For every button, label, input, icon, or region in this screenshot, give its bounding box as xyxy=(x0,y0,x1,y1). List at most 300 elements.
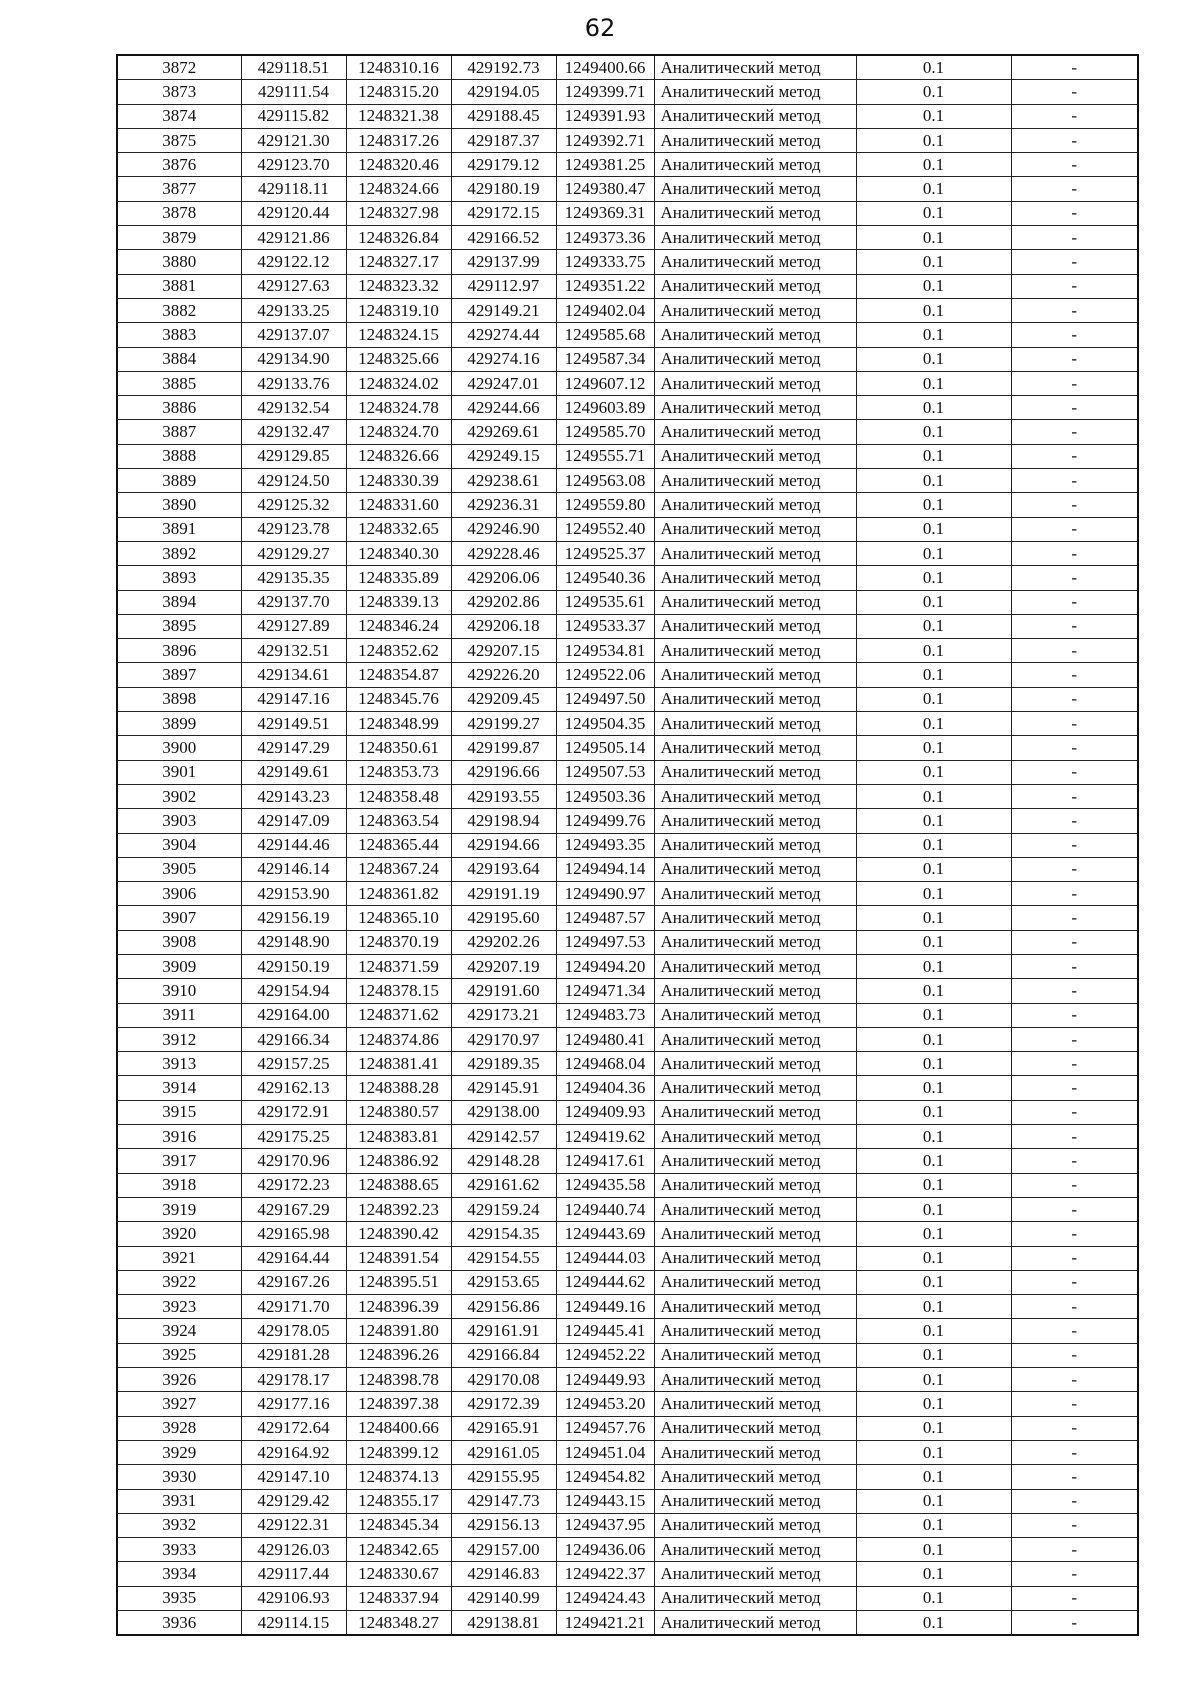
y1-cell: 1248348.27 xyxy=(346,1611,451,1636)
point-number-cell: 3892 xyxy=(117,541,241,565)
y1-cell: 1248353.73 xyxy=(346,760,451,784)
note-cell: - xyxy=(1011,979,1138,1003)
point-number-cell: 3931 xyxy=(117,1489,241,1513)
accuracy-cell: 0.1 xyxy=(856,1538,1011,1562)
method-cell: Аналитический метод xyxy=(654,639,856,663)
point-number-cell: 3882 xyxy=(117,298,241,322)
x1-cell: 429125.32 xyxy=(241,493,346,517)
method-cell: Аналитический метод xyxy=(654,153,856,177)
accuracy-cell: 0.1 xyxy=(856,1343,1011,1367)
point-number-cell: 3907 xyxy=(117,906,241,930)
y2-cell: 1249499.76 xyxy=(556,809,654,833)
note-cell: - xyxy=(1011,760,1138,784)
table-row xyxy=(117,1003,1138,1027)
note-cell: - xyxy=(1011,371,1138,395)
x2-cell: 429246.90 xyxy=(451,517,556,541)
accuracy-cell: 0.1 xyxy=(856,614,1011,638)
x2-cell: 429198.94 xyxy=(451,809,556,833)
table-row xyxy=(117,1295,1138,1319)
accuracy-cell: 0.1 xyxy=(856,80,1011,104)
method-cell: Аналитический метод xyxy=(654,857,856,881)
x2-cell: 429165.91 xyxy=(451,1416,556,1440)
y2-cell: 1249585.68 xyxy=(556,323,654,347)
x2-cell: 429202.86 xyxy=(451,590,556,614)
method-cell: Аналитический метод xyxy=(654,371,856,395)
method-cell: Аналитический метод xyxy=(654,833,856,857)
x1-cell: 429171.70 xyxy=(241,1295,346,1319)
accuracy-cell: 0.1 xyxy=(856,541,1011,565)
table-row xyxy=(117,444,1138,468)
point-number-cell: 3935 xyxy=(117,1586,241,1610)
table-row xyxy=(117,906,1138,930)
y1-cell: 1248396.26 xyxy=(346,1343,451,1367)
method-cell: Аналитический метод xyxy=(654,590,856,614)
y2-cell: 1249449.93 xyxy=(556,1368,654,1392)
accuracy-cell: 0.1 xyxy=(856,1052,1011,1076)
note-cell: - xyxy=(1011,614,1138,638)
table-row xyxy=(117,1270,1138,1294)
y2-cell: 1249453.20 xyxy=(556,1392,654,1416)
y2-cell: 1249585.70 xyxy=(556,420,654,444)
y2-cell: 1249587.34 xyxy=(556,347,654,371)
x2-cell: 429166.84 xyxy=(451,1343,556,1367)
point-number-cell: 3924 xyxy=(117,1319,241,1343)
x2-cell: 429154.35 xyxy=(451,1222,556,1246)
accuracy-cell: 0.1 xyxy=(856,784,1011,808)
note-cell: - xyxy=(1011,444,1138,468)
point-number-cell: 3918 xyxy=(117,1173,241,1197)
accuracy-cell: 0.1 xyxy=(856,226,1011,250)
table-row xyxy=(117,1027,1138,1051)
table-row xyxy=(117,1416,1138,1440)
note-cell: - xyxy=(1011,226,1138,250)
accuracy-cell: 0.1 xyxy=(856,687,1011,711)
x2-cell: 429153.65 xyxy=(451,1270,556,1294)
note-cell: - xyxy=(1011,1246,1138,1270)
x2-cell: 429207.19 xyxy=(451,954,556,978)
y2-cell: 1249471.34 xyxy=(556,979,654,1003)
y1-cell: 1248324.70 xyxy=(346,420,451,444)
y1-cell: 1248310.16 xyxy=(346,55,451,80)
x2-cell: 429138.00 xyxy=(451,1100,556,1124)
note-cell: - xyxy=(1011,1197,1138,1221)
x1-cell: 429164.92 xyxy=(241,1440,346,1464)
x2-cell: 429238.61 xyxy=(451,469,556,493)
method-cell: Аналитический метод xyxy=(654,104,856,128)
point-number-cell: 3898 xyxy=(117,687,241,711)
point-number-cell: 3887 xyxy=(117,420,241,444)
y1-cell: 1248391.54 xyxy=(346,1246,451,1270)
note-cell: - xyxy=(1011,1027,1138,1051)
note-cell: - xyxy=(1011,1270,1138,1294)
y2-cell: 1249369.31 xyxy=(556,201,654,225)
method-cell: Аналитический метод xyxy=(654,1586,856,1610)
table-row xyxy=(117,1392,1138,1416)
x1-cell: 429123.70 xyxy=(241,153,346,177)
y2-cell: 1249507.53 xyxy=(556,760,654,784)
point-number-cell: 3872 xyxy=(117,55,241,80)
point-number-cell: 3915 xyxy=(117,1100,241,1124)
x2-cell: 429161.62 xyxy=(451,1173,556,1197)
x2-cell: 429187.37 xyxy=(451,128,556,152)
x1-cell: 429121.86 xyxy=(241,226,346,250)
note-cell: - xyxy=(1011,1562,1138,1586)
y1-cell: 1248337.94 xyxy=(346,1586,451,1610)
table-row xyxy=(117,250,1138,274)
x2-cell: 429274.44 xyxy=(451,323,556,347)
x2-cell: 429154.55 xyxy=(451,1246,556,1270)
point-number-cell: 3920 xyxy=(117,1222,241,1246)
x1-cell: 429134.90 xyxy=(241,347,346,371)
method-cell: Аналитический метод xyxy=(654,1125,856,1149)
note-cell: - xyxy=(1011,1392,1138,1416)
y2-cell: 1249468.04 xyxy=(556,1052,654,1076)
x1-cell: 429177.16 xyxy=(241,1392,346,1416)
point-number-cell: 3888 xyxy=(117,444,241,468)
table-row xyxy=(117,541,1138,565)
method-cell: Аналитический метод xyxy=(654,954,856,978)
note-cell: - xyxy=(1011,1611,1138,1636)
y1-cell: 1248361.82 xyxy=(346,882,451,906)
note-cell: - xyxy=(1011,517,1138,541)
point-number-cell: 3936 xyxy=(117,1611,241,1636)
x1-cell: 429149.61 xyxy=(241,760,346,784)
x1-cell: 429147.29 xyxy=(241,736,346,760)
method-cell: Аналитический метод xyxy=(654,930,856,954)
accuracy-cell: 0.1 xyxy=(856,1489,1011,1513)
x1-cell: 429114.15 xyxy=(241,1611,346,1636)
method-cell: Аналитический метод xyxy=(654,1440,856,1464)
point-number-cell: 3925 xyxy=(117,1343,241,1367)
x1-cell: 429149.51 xyxy=(241,712,346,736)
x2-cell: 429157.00 xyxy=(451,1538,556,1562)
point-number-cell: 3890 xyxy=(117,493,241,517)
y2-cell: 1249436.06 xyxy=(556,1538,654,1562)
x1-cell: 429118.51 xyxy=(241,55,346,80)
note-cell: - xyxy=(1011,1100,1138,1124)
accuracy-cell: 0.1 xyxy=(856,396,1011,420)
method-cell: Аналитический метод xyxy=(654,80,856,104)
x1-cell: 429137.07 xyxy=(241,323,346,347)
y1-cell: 1248358.48 xyxy=(346,784,451,808)
note-cell: - xyxy=(1011,1513,1138,1537)
method-cell: Аналитический метод xyxy=(654,1489,856,1513)
accuracy-cell: 0.1 xyxy=(856,444,1011,468)
x2-cell: 429249.15 xyxy=(451,444,556,468)
point-number-cell: 3881 xyxy=(117,274,241,298)
table-row xyxy=(117,930,1138,954)
table-row xyxy=(117,1489,1138,1513)
x2-cell: 429148.28 xyxy=(451,1149,556,1173)
y1-cell: 1248319.10 xyxy=(346,298,451,322)
accuracy-cell: 0.1 xyxy=(856,274,1011,298)
method-cell: Аналитический метод xyxy=(654,663,856,687)
x1-cell: 429135.35 xyxy=(241,566,346,590)
y2-cell: 1249404.36 xyxy=(556,1076,654,1100)
y2-cell: 1249437.95 xyxy=(556,1513,654,1537)
y1-cell: 1248378.15 xyxy=(346,979,451,1003)
y1-cell: 1248381.41 xyxy=(346,1052,451,1076)
y2-cell: 1249494.20 xyxy=(556,954,654,978)
method-cell: Аналитический метод xyxy=(654,1562,856,1586)
table-row xyxy=(117,104,1138,128)
note-cell: - xyxy=(1011,1076,1138,1100)
note-cell: - xyxy=(1011,566,1138,590)
y1-cell: 1248315.20 xyxy=(346,80,451,104)
x2-cell: 429147.73 xyxy=(451,1489,556,1513)
note-cell: - xyxy=(1011,1052,1138,1076)
method-cell: Аналитический метод xyxy=(654,882,856,906)
y2-cell: 1249421.21 xyxy=(556,1611,654,1636)
accuracy-cell: 0.1 xyxy=(856,1222,1011,1246)
point-number-cell: 3914 xyxy=(117,1076,241,1100)
x1-cell: 429122.12 xyxy=(241,250,346,274)
method-cell: Аналитический метод xyxy=(654,201,856,225)
note-cell: - xyxy=(1011,128,1138,152)
y2-cell: 1249333.75 xyxy=(556,250,654,274)
y2-cell: 1249445.41 xyxy=(556,1319,654,1343)
accuracy-cell: 0.1 xyxy=(856,517,1011,541)
x1-cell: 429137.70 xyxy=(241,590,346,614)
y1-cell: 1248370.19 xyxy=(346,930,451,954)
x1-cell: 429178.05 xyxy=(241,1319,346,1343)
x1-cell: 429175.25 xyxy=(241,1125,346,1149)
point-number-cell: 3934 xyxy=(117,1562,241,1586)
y2-cell: 1249559.80 xyxy=(556,493,654,517)
note-cell: - xyxy=(1011,1416,1138,1440)
x2-cell: 429149.21 xyxy=(451,298,556,322)
accuracy-cell: 0.1 xyxy=(856,493,1011,517)
x1-cell: 429164.00 xyxy=(241,1003,346,1027)
y1-cell: 1248321.38 xyxy=(346,104,451,128)
y2-cell: 1249392.71 xyxy=(556,128,654,152)
method-cell: Аналитический метод xyxy=(654,979,856,1003)
x2-cell: 429156.86 xyxy=(451,1295,556,1319)
table-row xyxy=(117,712,1138,736)
y2-cell: 1249409.93 xyxy=(556,1100,654,1124)
table-row xyxy=(117,274,1138,298)
note-cell: - xyxy=(1011,469,1138,493)
accuracy-cell: 0.1 xyxy=(856,1440,1011,1464)
table-row xyxy=(117,1440,1138,1464)
table-row xyxy=(117,1465,1138,1489)
x1-cell: 429150.19 xyxy=(241,954,346,978)
y2-cell: 1249504.35 xyxy=(556,712,654,736)
y1-cell: 1248346.24 xyxy=(346,614,451,638)
method-cell: Аналитический метод xyxy=(654,809,856,833)
y2-cell: 1249494.14 xyxy=(556,857,654,881)
note-cell: - xyxy=(1011,833,1138,857)
y2-cell: 1249534.81 xyxy=(556,639,654,663)
accuracy-cell: 0.1 xyxy=(856,1562,1011,1586)
point-number-cell: 3896 xyxy=(117,639,241,663)
method-cell: Аналитический метод xyxy=(654,1197,856,1221)
y2-cell: 1249454.82 xyxy=(556,1465,654,1489)
y1-cell: 1248324.02 xyxy=(346,371,451,395)
x2-cell: 429228.46 xyxy=(451,541,556,565)
method-cell: Аналитический метод xyxy=(654,1611,856,1636)
accuracy-cell: 0.1 xyxy=(856,857,1011,881)
x2-cell: 429192.73 xyxy=(451,55,556,80)
y2-cell: 1249444.03 xyxy=(556,1246,654,1270)
point-number-cell: 3910 xyxy=(117,979,241,1003)
accuracy-cell: 0.1 xyxy=(856,250,1011,274)
table-row xyxy=(117,760,1138,784)
y1-cell: 1248397.38 xyxy=(346,1392,451,1416)
y1-cell: 1248391.80 xyxy=(346,1319,451,1343)
page-number: 62 xyxy=(584,14,616,42)
y2-cell: 1249490.97 xyxy=(556,882,654,906)
accuracy-cell: 0.1 xyxy=(856,371,1011,395)
x1-cell: 429129.42 xyxy=(241,1489,346,1513)
note-cell: - xyxy=(1011,104,1138,128)
accuracy-cell: 0.1 xyxy=(856,1513,1011,1537)
y1-cell: 1248335.89 xyxy=(346,566,451,590)
x1-cell: 429132.47 xyxy=(241,420,346,444)
table-row xyxy=(117,1222,1138,1246)
accuracy-cell: 0.1 xyxy=(856,55,1011,80)
table-row xyxy=(117,153,1138,177)
accuracy-cell: 0.1 xyxy=(856,1611,1011,1636)
table-row xyxy=(117,298,1138,322)
method-cell: Аналитический метод xyxy=(654,1319,856,1343)
point-number-cell: 3911 xyxy=(117,1003,241,1027)
note-cell: - xyxy=(1011,201,1138,225)
method-cell: Аналитический метод xyxy=(654,1368,856,1392)
note-cell: - xyxy=(1011,153,1138,177)
table-row xyxy=(117,517,1138,541)
x2-cell: 429195.60 xyxy=(451,906,556,930)
y2-cell: 1249497.50 xyxy=(556,687,654,711)
note-cell: - xyxy=(1011,1319,1138,1343)
note-cell: - xyxy=(1011,1343,1138,1367)
x1-cell: 429124.50 xyxy=(241,469,346,493)
accuracy-cell: 0.1 xyxy=(856,128,1011,152)
x2-cell: 429173.21 xyxy=(451,1003,556,1027)
x1-cell: 429148.90 xyxy=(241,930,346,954)
note-cell: - xyxy=(1011,396,1138,420)
x2-cell: 429247.01 xyxy=(451,371,556,395)
x1-cell: 429170.96 xyxy=(241,1149,346,1173)
table-row xyxy=(117,1538,1138,1562)
x2-cell: 429179.12 xyxy=(451,153,556,177)
table-row xyxy=(117,420,1138,444)
note-cell: - xyxy=(1011,1489,1138,1513)
y2-cell: 1249487.57 xyxy=(556,906,654,930)
y1-cell: 1248330.67 xyxy=(346,1562,451,1586)
note-cell: - xyxy=(1011,784,1138,808)
x1-cell: 429147.10 xyxy=(241,1465,346,1489)
y2-cell: 1249493.35 xyxy=(556,833,654,857)
x2-cell: 429112.97 xyxy=(451,274,556,298)
method-cell: Аналитический метод xyxy=(654,517,856,541)
table-row xyxy=(117,639,1138,663)
y1-cell: 1248400.66 xyxy=(346,1416,451,1440)
x1-cell: 429118.11 xyxy=(241,177,346,201)
point-number-cell: 3928 xyxy=(117,1416,241,1440)
table-row xyxy=(117,784,1138,808)
point-number-cell: 3900 xyxy=(117,736,241,760)
table-row xyxy=(117,201,1138,225)
note-cell: - xyxy=(1011,809,1138,833)
x2-cell: 429145.91 xyxy=(451,1076,556,1100)
method-cell: Аналитический метод xyxy=(654,760,856,784)
x1-cell: 429167.26 xyxy=(241,1270,346,1294)
accuracy-cell: 0.1 xyxy=(856,566,1011,590)
method-cell: Аналитический метод xyxy=(654,1076,856,1100)
y1-cell: 1248365.10 xyxy=(346,906,451,930)
y1-cell: 1248392.23 xyxy=(346,1197,451,1221)
y1-cell: 1248324.66 xyxy=(346,177,451,201)
y1-cell: 1248374.86 xyxy=(346,1027,451,1051)
point-number-cell: 3908 xyxy=(117,930,241,954)
y2-cell: 1249449.16 xyxy=(556,1295,654,1319)
x2-cell: 429159.24 xyxy=(451,1197,556,1221)
y1-cell: 1248365.44 xyxy=(346,833,451,857)
method-cell: Аналитический метод xyxy=(654,1100,856,1124)
point-number-cell: 3912 xyxy=(117,1027,241,1051)
method-cell: Аналитический метод xyxy=(654,1173,856,1197)
x1-cell: 429115.82 xyxy=(241,104,346,128)
accuracy-cell: 0.1 xyxy=(856,347,1011,371)
y1-cell: 1248327.17 xyxy=(346,250,451,274)
x2-cell: 429207.15 xyxy=(451,639,556,663)
y1-cell: 1248398.78 xyxy=(346,1368,451,1392)
method-cell: Аналитический метод xyxy=(654,906,856,930)
accuracy-cell: 0.1 xyxy=(856,1246,1011,1270)
method-cell: Аналитический метод xyxy=(654,1052,856,1076)
note-cell: - xyxy=(1011,712,1138,736)
y1-cell: 1248326.66 xyxy=(346,444,451,468)
y1-cell: 1248345.34 xyxy=(346,1513,451,1537)
table-row xyxy=(117,614,1138,638)
point-number-cell: 3904 xyxy=(117,833,241,857)
x1-cell: 429129.27 xyxy=(241,541,346,565)
x2-cell: 429156.13 xyxy=(451,1513,556,1537)
method-cell: Аналитический метод xyxy=(654,784,856,808)
table-row xyxy=(117,566,1138,590)
table-row xyxy=(117,833,1138,857)
note-cell: - xyxy=(1011,1586,1138,1610)
y2-cell: 1249540.36 xyxy=(556,566,654,590)
point-number-cell: 3878 xyxy=(117,201,241,225)
x2-cell: 429180.19 xyxy=(451,177,556,201)
x2-cell: 429191.60 xyxy=(451,979,556,1003)
x1-cell: 429127.89 xyxy=(241,614,346,638)
y1-cell: 1248395.51 xyxy=(346,1270,451,1294)
x1-cell: 429117.44 xyxy=(241,1562,346,1586)
x1-cell: 429156.19 xyxy=(241,906,346,930)
table-row xyxy=(117,371,1138,395)
y2-cell: 1249440.74 xyxy=(556,1197,654,1221)
x2-cell: 429274.16 xyxy=(451,347,556,371)
note-cell: - xyxy=(1011,882,1138,906)
y1-cell: 1248342.65 xyxy=(346,1538,451,1562)
point-number-cell: 3886 xyxy=(117,396,241,420)
table-row xyxy=(117,1173,1138,1197)
x2-cell: 429206.06 xyxy=(451,566,556,590)
x1-cell: 429123.78 xyxy=(241,517,346,541)
method-cell: Аналитический метод xyxy=(654,55,856,80)
y2-cell: 1249435.58 xyxy=(556,1173,654,1197)
method-cell: Аналитический метод xyxy=(654,323,856,347)
accuracy-cell: 0.1 xyxy=(856,954,1011,978)
table-row xyxy=(117,1100,1138,1124)
y2-cell: 1249522.06 xyxy=(556,663,654,687)
y1-cell: 1248388.28 xyxy=(346,1076,451,1100)
y2-cell: 1249444.62 xyxy=(556,1270,654,1294)
point-number-cell: 3885 xyxy=(117,371,241,395)
